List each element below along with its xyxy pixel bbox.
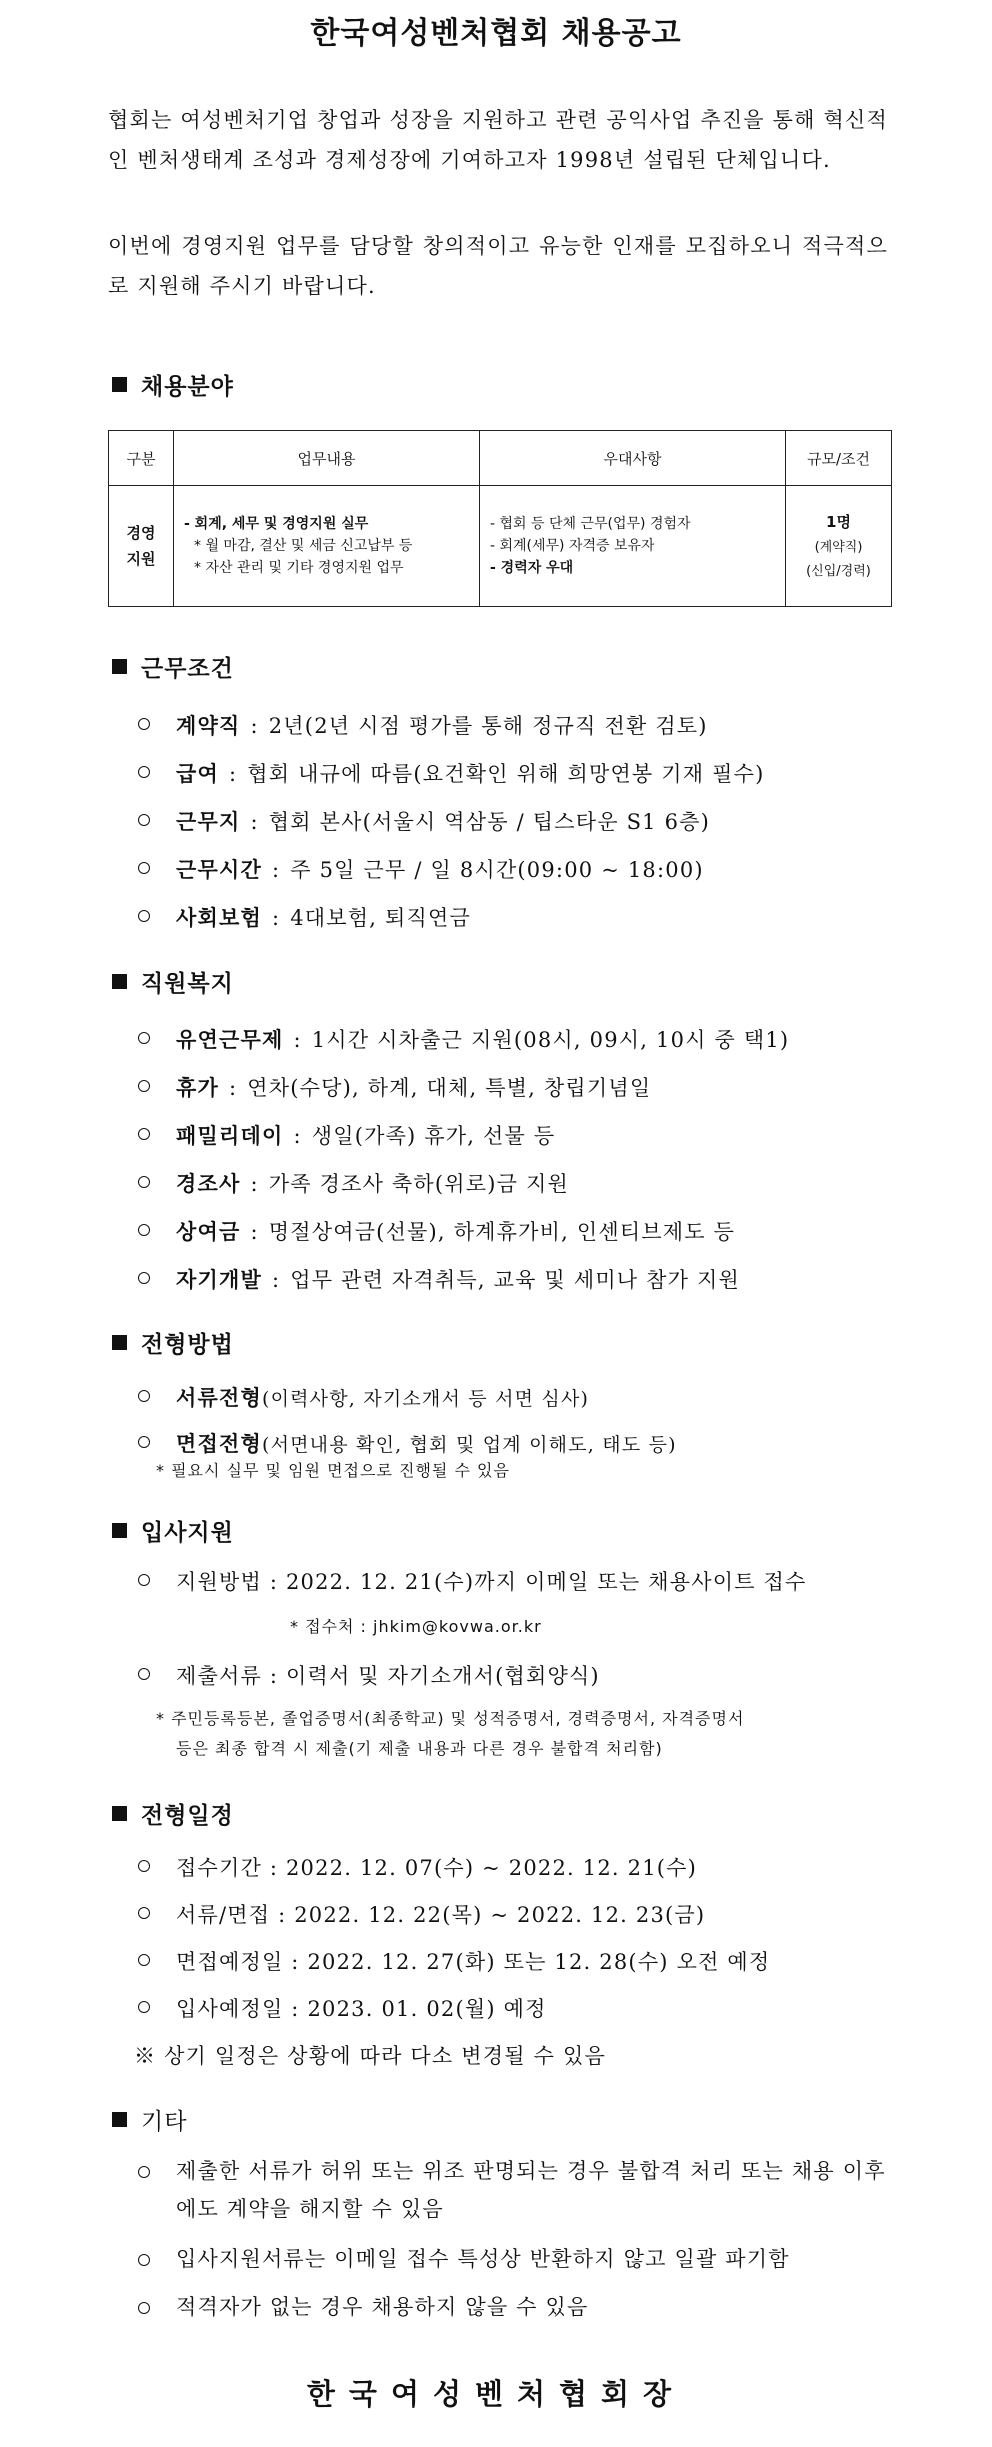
headcount: 1명: [826, 513, 851, 531]
section-title: 근무조건: [141, 655, 234, 682]
list-item: [138, 902, 471, 932]
career-type: (신입/경력): [806, 564, 871, 579]
item-detail: (이력사항, 자기소개서 등 서면 심사): [261, 1388, 590, 1410]
circle-bullet-icon: [138, 718, 150, 730]
circle-bullet-icon: [138, 1272, 150, 1284]
circle-bullet-icon: [138, 1390, 150, 1402]
list-item: [138, 1168, 569, 1198]
item-label: 서류전형: [176, 1385, 262, 1410]
preference-line: - 협회 등 단체 근무(업무) 경험자: [490, 516, 691, 532]
category-text: 지원: [126, 550, 156, 568]
item-detail: 입사지원서류는 이메일 접수 특성상 반환하지 않고 일괄 파기함: [176, 2247, 790, 2271]
circle-bullet-icon: [138, 1224, 150, 1236]
page-title: 한국여성벤처협회 채용공고: [310, 16, 682, 51]
item-separator: :: [250, 810, 259, 834]
square-bullet-icon: [112, 377, 127, 392]
list-item: [138, 854, 704, 884]
item-label: 상여금: [176, 1219, 241, 1244]
list-item: [138, 710, 708, 740]
square-bullet-icon: [112, 659, 127, 674]
item-label: 근무시간: [176, 857, 262, 882]
item-detail: 협회 내규에 따름(요건확인 위해 희망연봉 기재 필수): [247, 762, 765, 786]
circle-bullet-icon: [138, 862, 150, 874]
schedule-note: [134, 2040, 606, 2070]
section-title: 채용분야: [141, 373, 234, 400]
table-header: 구분: [109, 431, 174, 486]
list-item: [138, 1993, 547, 2023]
item-detail: (서면내용 확인, 협회 및 업계 이해도, 태도 등): [261, 1434, 677, 1456]
item-label: 사회보험: [176, 905, 262, 930]
item-separator: :: [293, 1028, 302, 1052]
item-separator: :: [250, 1172, 259, 1196]
list-item: [138, 2288, 898, 2326]
circle-bullet-icon: [138, 1032, 150, 1044]
email-note: * 접수처 : jhkim@kovwa.or.kr: [290, 1617, 542, 1636]
item-label: 계약직: [176, 713, 241, 738]
item-detail: 연차(수당), 하계, 대체, 특별, 창립기념일: [247, 1076, 652, 1100]
intro-paragraph-2: 이번에 경영지원 업무를 담당할 창의적이고 유능한 인재를 모집하오니 적극적으로 지원해 주시기 바랍니다.: [108, 234, 888, 298]
list-item: [138, 758, 765, 788]
section-heading-selection: [112, 1326, 234, 1359]
circle-bullet-icon: [138, 1080, 150, 1092]
list-item: [138, 1120, 555, 1150]
item-detail: ※ 상기 일정은 상황에 따라 다소 변경될 수 있음: [134, 2044, 606, 2068]
square-bullet-icon: [112, 1523, 127, 1538]
list-item: [138, 1946, 770, 1976]
circle-bullet-icon: [138, 766, 150, 778]
item-label: 근무지: [176, 809, 241, 834]
item-detail: 제출한 서류가 허위 또는 위조 판명되는 경우 불합격 처리 또는 채용 이후에도 계약을 해지할 수 있음: [176, 2159, 886, 2221]
preferences-cell: [480, 486, 786, 607]
section-heading-application: [112, 1514, 234, 1547]
category-cell: [109, 486, 174, 607]
item-separator: :: [271, 906, 281, 930]
item-label: 자기개발: [176, 1267, 262, 1292]
selection-note: * 필요시 실무 및 임원 면접으로 진행될 수 있음: [156, 1461, 510, 1480]
item-separator: :: [250, 714, 259, 738]
list-item: [138, 2152, 898, 2228]
item-label: 유연근무제: [176, 1027, 284, 1052]
size-cell: [786, 486, 892, 607]
section-title: 전형방법: [141, 1331, 234, 1358]
list-item: [138, 2240, 898, 2278]
circle-bullet-icon: [138, 1860, 150, 1872]
item-label: 급여: [176, 761, 219, 786]
intro-paragraph-1: 협회는 여성벤처기업 창업과 성장을 지원하고 관련 공익사업 추진을 통해 혁신적인 벤처생태계 조성과 경제성장에 기여하고자 1998년 설립된 단체입니다.: [108, 108, 888, 172]
circle-bullet-icon: [138, 1436, 150, 1448]
duties-cell: [174, 486, 480, 607]
item-detail: 4대보험, 퇴직연금: [290, 906, 471, 930]
section-title: 직원복지: [141, 970, 234, 997]
item-label: 경조사: [176, 1171, 241, 1196]
section-heading-recruit-field: [112, 368, 234, 401]
item-label: 휴가: [176, 1075, 219, 1100]
signature-footer: 한국여성벤처협회장: [306, 2377, 686, 2411]
duty-line: * 월 마감, 결산 및 세금 신고납부 등: [194, 538, 413, 554]
duty-line: * 자산 관리 및 기타 경영지원 업무: [194, 560, 404, 576]
item-separator: :: [228, 1076, 238, 1100]
list-item: [138, 1024, 789, 1054]
preference-line: - 경력자 우대: [490, 560, 574, 576]
item-detail: 2년(2년 시점 평가를 통해 정규직 전환 검토): [268, 714, 708, 738]
item-separator: :: [228, 762, 238, 786]
item-detail: 가족 경조사 축하(위로)금 지원: [268, 1172, 569, 1196]
item-separator: :: [271, 1268, 281, 1292]
section-heading-welfare: [112, 965, 234, 998]
table-header: 우대사항: [480, 431, 786, 486]
table-header: 규모/조건: [786, 431, 892, 486]
section-heading-schedule: [112, 1797, 234, 1830]
circle-bullet-icon: [138, 2254, 150, 2266]
list-item: [138, 1660, 600, 1690]
item-separator: :: [250, 1220, 259, 1244]
item-label: 패밀리데이: [176, 1123, 284, 1148]
item-detail: 서류/면접 : 2022. 12. 22(목) ~ 2022. 12. 23(금): [176, 1903, 706, 1927]
circle-bullet-icon: [138, 1574, 150, 1586]
table-row: [109, 486, 892, 607]
circle-bullet-icon: [138, 2166, 150, 2178]
table-header-row: [109, 431, 892, 486]
circle-bullet-icon: [138, 1954, 150, 1966]
item-separator: :: [271, 858, 281, 882]
documents-note: * 주민등록등본, 졸업증명서(최종학교) 및 성적증명서, 경력증명서, 자격증명서: [156, 1709, 745, 1728]
item-separator: :: [293, 1124, 302, 1148]
item-detail: 협회 본사(서울시 역삼동 / 팁스타운 S1 6층): [268, 810, 711, 834]
circle-bullet-icon: [138, 1668, 150, 1680]
table-header: 업무내용: [174, 431, 480, 486]
item-detail: 주 5일 근무 / 일 8시간(09:00 ~ 18:00): [290, 858, 704, 882]
list-item: [138, 1852, 697, 1882]
list-item: [138, 1216, 735, 1246]
circle-bullet-icon: [138, 1176, 150, 1188]
contract-type: (계약직): [814, 540, 863, 555]
list-item: [138, 1566, 807, 1596]
section-title: 입사지원: [141, 1519, 234, 1546]
item-detail: 생일(가족) 휴가, 선물 등: [311, 1124, 556, 1148]
list-item: [138, 1382, 589, 1412]
section-heading-work-conditions: [112, 650, 234, 683]
circle-bullet-icon: [138, 2001, 150, 2013]
circle-bullet-icon: [138, 2302, 150, 2314]
item-detail: 적격자가 없는 경우 채용하지 않을 수 있음: [176, 2295, 589, 2319]
list-item: [138, 1428, 677, 1458]
square-bullet-icon: [112, 1806, 127, 1821]
recruit-table: [108, 430, 892, 607]
square-bullet-icon: [112, 2112, 127, 2127]
square-bullet-icon: [112, 1335, 127, 1350]
item-detail: 면접예정일 : 2022. 12. 27(화) 또는 12. 28(수) 오전 예정: [176, 1950, 771, 1974]
list-item: [138, 1899, 705, 1929]
preference-line: - 회계(세무) 자격증 보유자: [490, 538, 655, 554]
section-title: 전형일정: [141, 1802, 234, 1829]
circle-bullet-icon: [138, 1907, 150, 1919]
list-item: [138, 1072, 651, 1102]
category-text: 경영: [126, 524, 156, 542]
item-detail: 접수기간 : 2022. 12. 07(수) ~ 2022. 12. 21(수): [176, 1856, 698, 1880]
documents-note: 등은 최종 합격 시 제출(기 제출 내용과 다른 경우 불합격 처리함): [176, 1739, 663, 1758]
duty-line: - 회계, 세무 및 경영지원 실무: [184, 516, 369, 532]
square-bullet-icon: [112, 974, 127, 989]
list-item: [138, 806, 710, 836]
circle-bullet-icon: [138, 910, 150, 922]
item-detail: 1시간 시차출근 지원(08시, 09시, 10시 중 택1): [311, 1028, 790, 1052]
circle-bullet-icon: [138, 1128, 150, 1140]
item-detail: 제출서류 : 이력서 및 자기소개서(협회양식): [176, 1664, 600, 1688]
item-detail: 명절상여금(선물), 하계휴가비, 인센티브제도 등: [268, 1220, 736, 1244]
circle-bullet-icon: [138, 814, 150, 826]
item-detail: 입사예정일 : 2023. 01. 02(월) 예정: [176, 1997, 547, 2021]
list-item: [138, 1264, 740, 1294]
item-detail: 업무 관련 자격취득, 교육 및 세미나 참가 지원: [290, 1268, 740, 1292]
item-detail: 지원방법 : 2022. 12. 21(수)까지 이메일 또는 채용사이트 접수: [176, 1570, 807, 1594]
section-title: 기타: [141, 2109, 188, 2135]
item-label: 면접전형: [176, 1431, 262, 1456]
section-heading-etc: [112, 2103, 187, 2136]
